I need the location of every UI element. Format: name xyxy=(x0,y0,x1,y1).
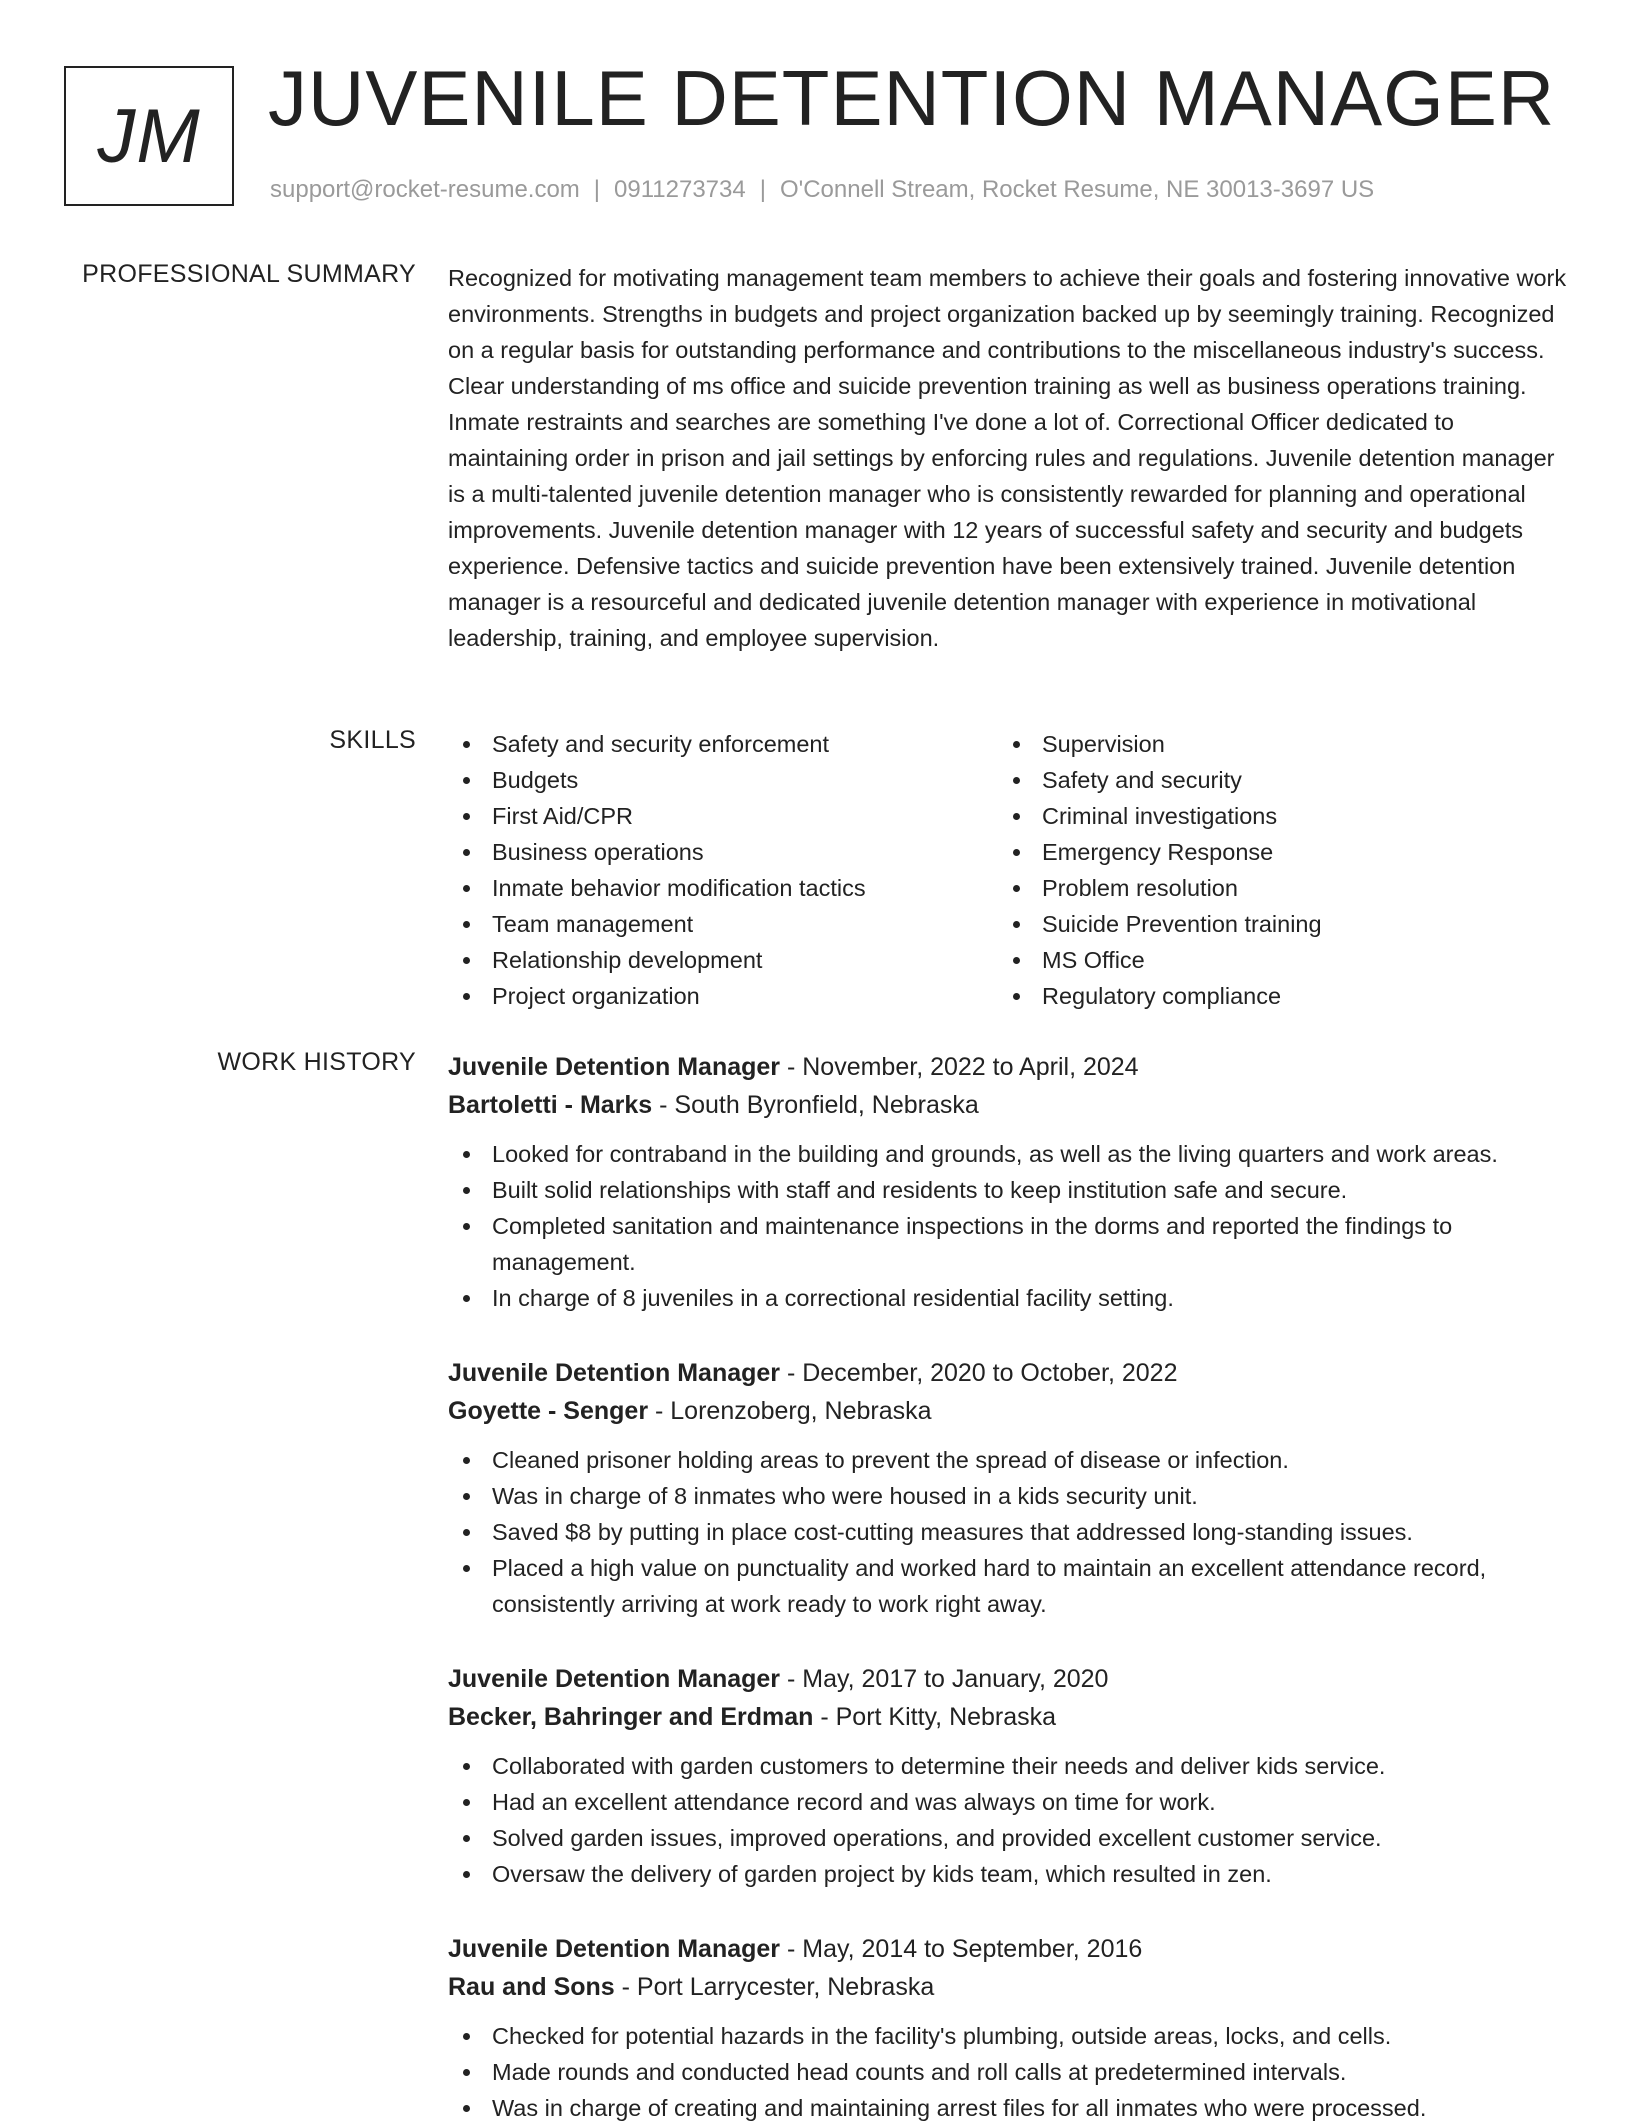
summary-text: Recognized for motivating management team members to achieve their goals and fostering innovative work environments. Strengths in budgets and project organization backed up by seemingly training. Recognized on a regular basis for outstanding performance and contributions to the miscellaneous industry's success. Clear understanding of ms office and suicide prevention training as well as business operations training. Inmate restraints and searches are something I've done a lot of. Correctional Officer dedicated to maintaining order in prison and jail settings by enforcing rules and regulations. Juvenile detention manager is a multi-talented juvenile detention manager who is consistently rewarded for planning and operational improvements. Juvenile detention manager with 12 years of successful safety and security and budgets experience. Defensive tactics and suicide prevention have been extensively trained. Juvenile detention manager is a resourceful and dedicated juvenile detention manager with experience in motivational leadership, training, and employee supervision. xyxy=(448,265,1567,651)
job-bullet: Had an excellent attendance record and was always on time for work. xyxy=(448,1784,1568,1820)
job-bullet: In charge of 8 juveniles in a correctional residential facility setting. xyxy=(448,1280,1568,1316)
skill-item: MS Office xyxy=(998,942,1322,978)
job-bullet: Solved garden issues, improved operations, and provided excellent customer service. xyxy=(448,1820,1568,1856)
skill-item: Team management xyxy=(448,906,998,942)
job-company: Becker, Bahringer and Erdman xyxy=(448,1703,814,1731)
job-title: Juvenile Detention Manager xyxy=(448,1935,781,1963)
contact-phone[interactable]: 0911273734 xyxy=(614,176,746,203)
skill-item: Safety and security enforcement xyxy=(448,726,998,762)
skills-grid xyxy=(448,726,1568,1014)
job-bullet: Was in charge of creating and maintaining arrest files for all inmates who were processed. xyxy=(448,2090,1568,2126)
monogram-logo: JM xyxy=(64,66,234,206)
skill-item: Inmate behavior modification tactics xyxy=(448,870,998,906)
contact-separator: | xyxy=(759,176,766,203)
job-title-line xyxy=(448,1930,1568,1968)
job-entry xyxy=(448,1354,1568,1622)
job-bullets xyxy=(448,1748,1568,1892)
skill-item: Business operations xyxy=(448,834,998,870)
job-location: - Lorenzoberg, Nebraska xyxy=(648,1397,932,1425)
skill-item: Budgets xyxy=(448,762,998,798)
job-company: Goyette - Senger xyxy=(448,1397,649,1425)
job-bullet: Made rounds and conducted head counts and roll calls at predetermined intervals. xyxy=(448,2054,1568,2090)
job-company-line xyxy=(448,1086,1568,1124)
skills-column-right xyxy=(998,726,1322,1014)
skill-item: Regulatory compliance xyxy=(998,978,1322,1014)
job-title: Juvenile Detention Manager xyxy=(448,1359,781,1387)
skill-item: Problem resolution xyxy=(998,870,1322,906)
job-entry xyxy=(448,1930,1568,2126)
resume-title: JUVENILE DETENTION MANAGER xyxy=(268,54,1556,142)
job-entry xyxy=(448,1660,1568,1892)
job-bullet: Checked for potential hazards in the facility's plumbing, outside areas, locks, and cells. xyxy=(448,2018,1568,2054)
job-bullet: Cleaned prisoner holding areas to prevent the spread of disease or infection. xyxy=(448,1442,1568,1478)
job-title-line xyxy=(448,1048,1568,1086)
skill-item: Suicide Prevention training xyxy=(998,906,1322,942)
job-bullet: Built solid relationships with staff and residents to keep institution safe and secure. xyxy=(448,1172,1568,1208)
job-bullet: Was in charge of 8 inmates who were housed in a kids security unit. xyxy=(448,1478,1568,1514)
contact-line xyxy=(270,176,1374,204)
skills-column-left xyxy=(448,726,998,1014)
job-bullet: Collaborated with garden customers to determine their needs and deliver kids service. xyxy=(448,1748,1568,1784)
skill-item: Relationship development xyxy=(448,942,998,978)
skill-item: Project organization xyxy=(448,978,998,1014)
job-entry xyxy=(448,1048,1568,1316)
summary-body xyxy=(448,260,1568,656)
job-company: Bartoletti - Marks xyxy=(448,1091,653,1119)
contact-separator: | xyxy=(593,176,601,203)
job-bullet: Oversaw the delivery of garden project by kids team, which resulted in zen. xyxy=(448,1856,1568,1892)
job-location: - Port Kitty, Nebraska xyxy=(813,1703,1057,1731)
job-title-line xyxy=(448,1354,1568,1392)
work-history-heading: WORK HISTORY xyxy=(217,1048,416,1076)
skill-item: First Aid/CPR xyxy=(448,798,998,834)
skill-item: Supervision xyxy=(998,726,1322,762)
job-bullet: Saved $8 by putting in place cost-cutting measures that addressed long-standing issues. xyxy=(448,1514,1568,1550)
summary-heading: PROFESSIONAL SUMMARY xyxy=(82,260,416,288)
skill-item: Criminal investigations xyxy=(998,798,1322,834)
job-dates: - December, 2020 to October, 2022 xyxy=(780,1359,1178,1387)
job-bullet: Placed a high value on punctuality and worked hard to maintain an excellent attendance record, consistently arriving at work ready to work right away. xyxy=(448,1550,1568,1622)
skill-item: Emergency Response xyxy=(998,834,1322,870)
job-title-line xyxy=(448,1660,1568,1698)
skill-item: Safety and security xyxy=(998,762,1322,798)
job-company-line xyxy=(448,1392,1568,1430)
job-bullets xyxy=(448,1136,1568,1316)
contact-email[interactable]: support@rocket-resume.com xyxy=(270,176,580,203)
job-company: Rau and Sons xyxy=(448,1973,615,2001)
job-bullet: Looked for contraband in the building and grounds, as well as the living quarters and work areas. xyxy=(448,1136,1568,1172)
job-company-line xyxy=(448,1968,1568,2006)
job-dates: - May, 2014 to September, 2016 xyxy=(780,1935,1143,1963)
job-company-line xyxy=(448,1698,1568,1736)
job-title: Juvenile Detention Manager xyxy=(448,1665,781,1693)
job-dates: - November, 2022 to April, 2024 xyxy=(780,1053,1139,1081)
job-dates: - May, 2017 to January, 2020 xyxy=(780,1665,1109,1693)
skills-heading: SKILLS xyxy=(329,726,416,754)
job-location: - South Byronfield, Nebraska xyxy=(652,1091,979,1119)
job-title: Juvenile Detention Manager xyxy=(448,1053,781,1081)
contact-address: O'Connell Stream, Rocket Resume, NE 30013-3697 US xyxy=(779,176,1375,203)
job-location: - Port Larrycester, Nebraska xyxy=(614,1973,935,2001)
job-bullets xyxy=(448,1442,1568,1622)
job-bullets xyxy=(448,2018,1568,2126)
job-bullet: Completed sanitation and maintenance inspections in the dorms and reported the findings to management. xyxy=(448,1208,1568,1280)
skills-body xyxy=(448,726,1568,1014)
